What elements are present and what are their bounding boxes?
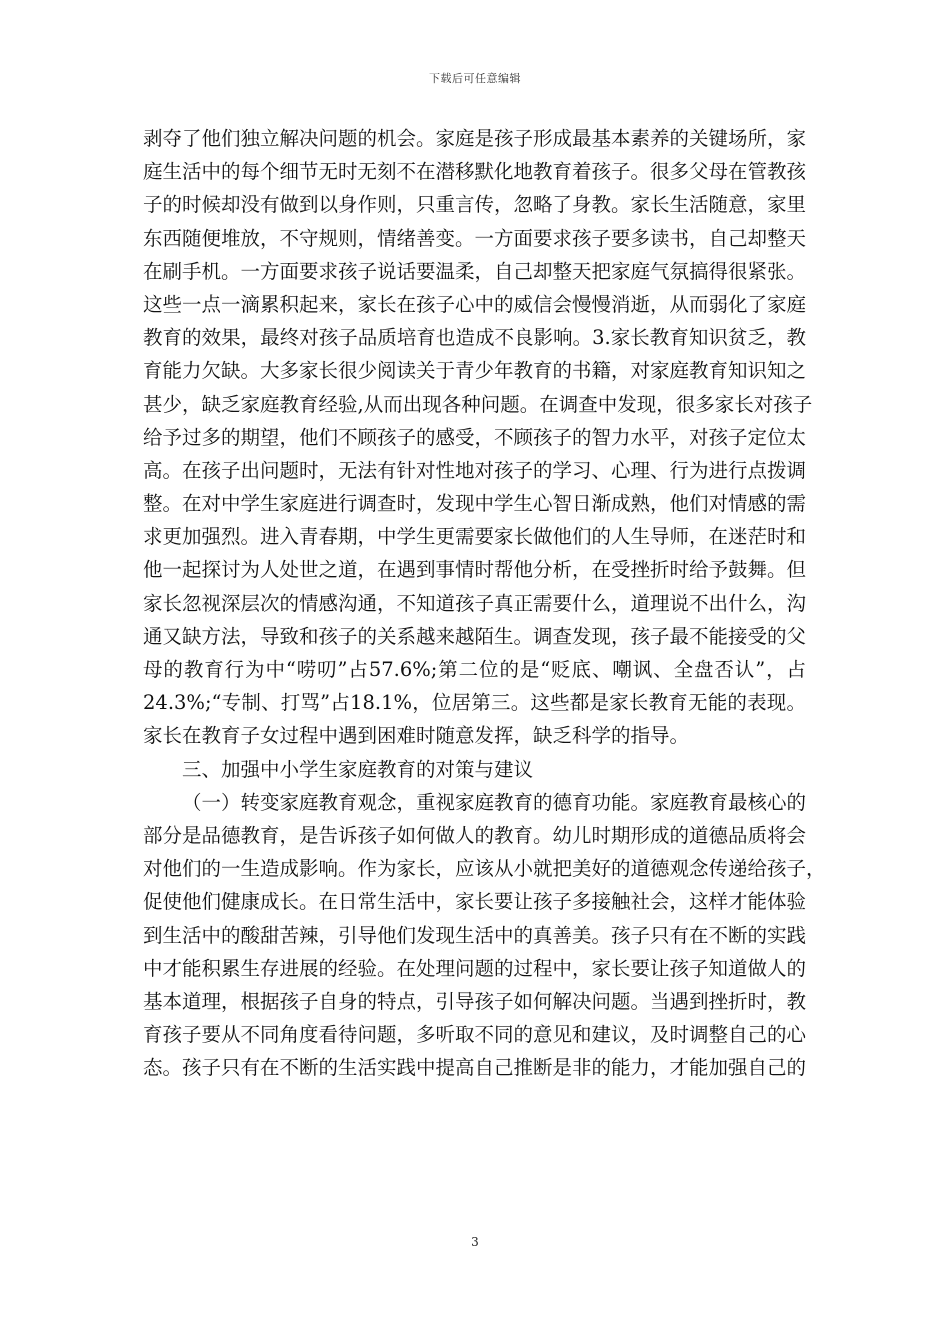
- body-line: 中才能积累生存进展的经验。在处理问题的过程中，家长要让孩子知道做人的: [143, 956, 807, 980]
- body-line: 在刷手机。一方面要求孩子说话要温柔，自己却整天把家庭气氛搞得很紧张。: [143, 259, 807, 283]
- document-body: [143, 122, 826, 1084]
- body-line: 态。孩子只有在不断的生活实践中提高自己推断是非的能力，才能加强自己的: [143, 1056, 807, 1080]
- body-line: 求更加强烈。进入青春期，中学生更需要家长做他们的人生导师，在迷茫时和: [143, 525, 807, 549]
- body-line: 家长在教育子女过程中遇到困难时随意发挥，缺乏科学的指导。: [143, 724, 690, 748]
- section-heading: 三、加强中小学生家庭教育的对策与建议: [182, 757, 534, 781]
- body-line: 东西随便堆放，不守规则，情绪善变。一方面要求孩子要多读书，自己却整天: [143, 226, 807, 250]
- body-line: 对他们的一生造成影响。作为家长，应该从小就把美好的道德观念传递给孩子，: [143, 857, 826, 881]
- body-line: 教育的效果，最终对孩子品质培育也造成不良影响。3.家长教育知识贫乏，教: [143, 326, 806, 350]
- body-line: 24.3%;“专制、打骂”占18.1%，位居第三。这些都是家长教育无能的表现。: [143, 691, 806, 715]
- body-line: 庭生活中的每个细节无时无刻不在潜移默化地教育着孩子。很多父母在管教孩: [143, 160, 807, 184]
- body-line: 母的教育行为中“唠叨”占57.6%;第二位的是“贬底、嘲讽、全盘否认”，占: [143, 658, 806, 681]
- body-line: 剥夺了他们独立解决问题的机会。家庭是孩子形成最基本素养的关键场所，家: [143, 127, 807, 150]
- body-line: 甚少，缺乏家庭教育经验,从而出现各种问题。在调查中发现，很多家长对孩子: [143, 392, 813, 416]
- body-line: 育能力欠缺。大多家长很少阅读关于青少年教育的书籍，对家庭教育知识知之: [143, 359, 807, 383]
- body-line: 基本道理，根据孩子自身的特点，引导孩子如何解决问题。当遇到挫折时，教: [143, 989, 807, 1013]
- body-line: 子的时候却没有做到以身作则，只重言传，忽略了身教。家长生活随意，家里: [143, 193, 807, 217]
- body-line: 他一起探讨为人处世之道，在遇到事情时帮他分析，在受挫折时给予鼓舞。但: [143, 558, 807, 582]
- body-line: 这些一点一滴累积起来，家长在孩子心中的威信会慢慢消逝，从而弱化了家庭: [143, 292, 807, 316]
- page-header: 下载后可任意编辑: [429, 72, 521, 85]
- body-line: 育孩子要从不同角度看待问题，多听取不同的意见和建议，及时调整自己的心: [143, 1023, 807, 1047]
- body-line: 到生活中的酸甜苦辣，引导他们发现生活中的真善美。孩子只有在不断的实践: [143, 923, 807, 947]
- body-line: 整。在对中学生家庭进行调查时，发现中学生心智日渐成熟，他们对情感的需: [143, 492, 807, 516]
- page-number: 3: [471, 1235, 479, 1249]
- body-line: 高。在孩子出问题时，无法有针对性地对孩子的学习、心理、行为进行点拨调: [143, 458, 807, 482]
- body-line: 通又缺方法，导致和孩子的关系越来越陌生。调查发现，孩子最不能接受的父: [143, 624, 807, 648]
- body-line: 给予过多的期望，他们不顾孩子的感受，不顾孩子的智力水平，对孩子定位太: [143, 425, 807, 449]
- body-line: 家长忽视深层次的情感沟通，不知道孩子真正需要什么，道理说不出什么，沟: [143, 591, 807, 615]
- body-line: 促使他们健康成长。在日常生活中，家长要让孩子多接触社会，这样才能体验: [143, 890, 807, 914]
- body-line: （一）转变家庭教育观念，重视家庭教育的德育功能。家庭教育最核心的: [182, 790, 807, 814]
- body-line: 部分是品德教育，是告诉孩子如何做人的教育。幼儿时期形成的道德品质将会: [143, 823, 807, 847]
